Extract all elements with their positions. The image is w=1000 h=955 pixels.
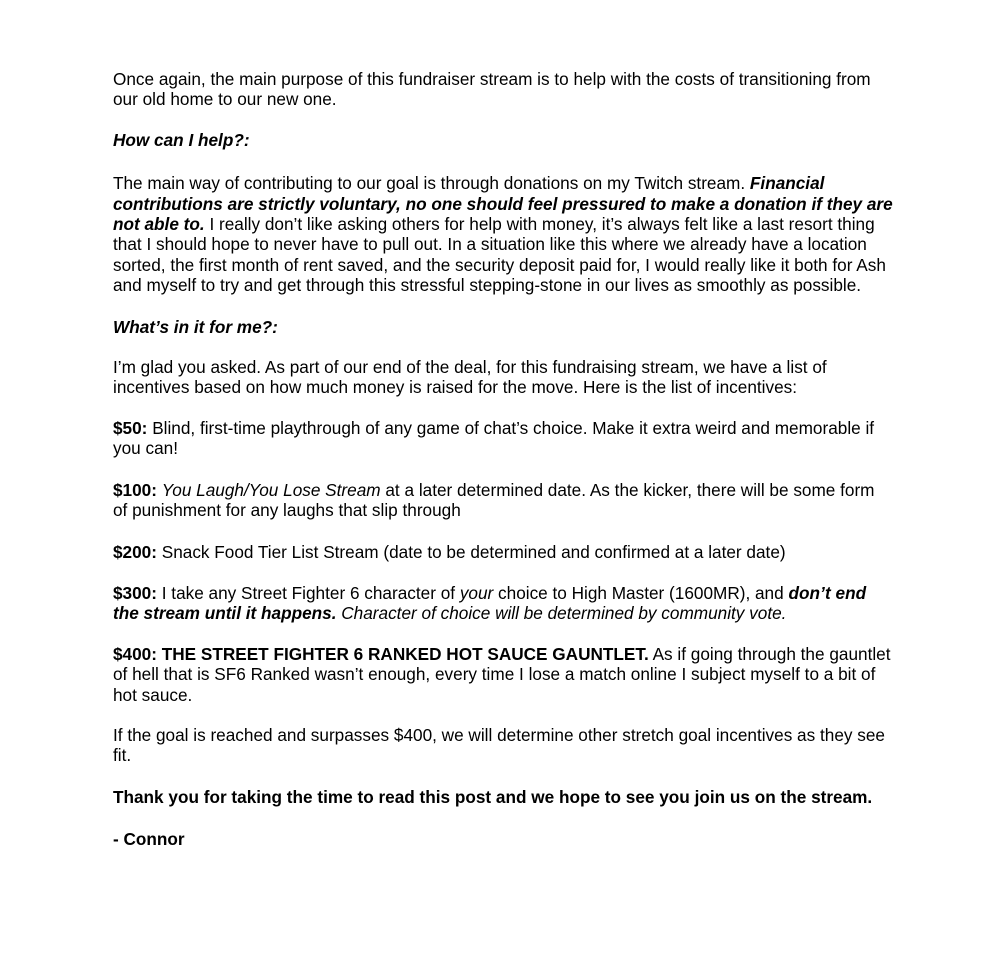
help-paragraph	[113, 173, 893, 295]
tier-400	[113, 644, 893, 705]
tier-300-emphasis: don’t end the stream until it happens.	[113, 582, 867, 624]
signoff: - Connor	[113, 829, 185, 850]
tier-300-text-b: choice to High Master (1600MR), and	[498, 582, 784, 603]
tier-300-note: Character of choice will be determined by community vote.	[341, 603, 787, 624]
tier-100-text: at a later determined date. As the kicker, there will be some form of punishment for any laughs that slip through	[113, 479, 875, 521]
tier-200	[113, 542, 893, 562]
tier-400-text: As if going through the gauntlet of hell that is SF6 Ranked wasn’t enough, every time I lose a match online I subject myself to a bit of hot sauce.	[113, 643, 891, 705]
tier-50-amount: $50:	[113, 417, 148, 438]
tier-300-text-a: I take any Street Fighter 6 character of	[161, 582, 456, 603]
document-page	[113, 66, 893, 850]
tier-100-title: You Laugh/You Lose Stream	[161, 479, 381, 500]
tier-100-amount: $100:	[113, 479, 157, 500]
intro-paragraph: Once again, the main purpose of this fundraiser stream is to help with the costs of transitioning from our old home to our new one.	[113, 69, 871, 110]
tier-300	[113, 583, 893, 624]
tier-300-your: your	[459, 582, 494, 603]
tier-50	[113, 418, 893, 459]
tier-200-text: Snack Food Tier List Stream (date to be determined and confirmed at a later date)	[161, 541, 786, 562]
help-text-lead: The main way of contributing to our goal is through donations on my Twitch stream.	[113, 173, 746, 194]
help-emphasis: Financial contributions are strictly voluntary, no one should feel pressured to make a donation if they are not able to.	[113, 173, 893, 235]
whats-paragraph: I’m glad you asked. As part of our end of the deal, for this fundraising stream, we have a list of incentives based on how much money is raised for the move. Here is the list of incentives:	[113, 357, 827, 398]
tier-400-amount: $400: THE STREET FIGHTER 6 RANKED HOT SAUCE GAUNTLET.	[113, 643, 649, 664]
help-heading: How can I help?:	[113, 129, 250, 150]
tier-100	[113, 480, 893, 521]
tier-200-amount: $200:	[113, 541, 157, 562]
thanks-paragraph: Thank you for taking the time to read this post and we hope to see you join us on the stream.	[113, 786, 873, 807]
tier-50-text: Blind, first-time playthrough of any game of chat’s choice. Make it extra weird and memorable if you can!	[113, 417, 875, 459]
stretch-paragraph: If the goal is reached and surpasses $400, we will determine other stretch goal incentives as they see fit.	[113, 724, 885, 766]
help-text-rest: I really don’t like asking others for help with money, it’s always felt like a last resort thing that I should hope to never have to pull out. In a situation like this where we already have a location sorted, the first month of rent saved, and the security deposit paid for, I would really like it both for Ash and myself to try and get through this stressful stepping-stone in our lives as smoothly as possible.	[113, 214, 886, 296]
whats-heading: What’s in it for me?:	[113, 316, 278, 337]
tier-300-amount: $300:	[113, 582, 157, 603]
